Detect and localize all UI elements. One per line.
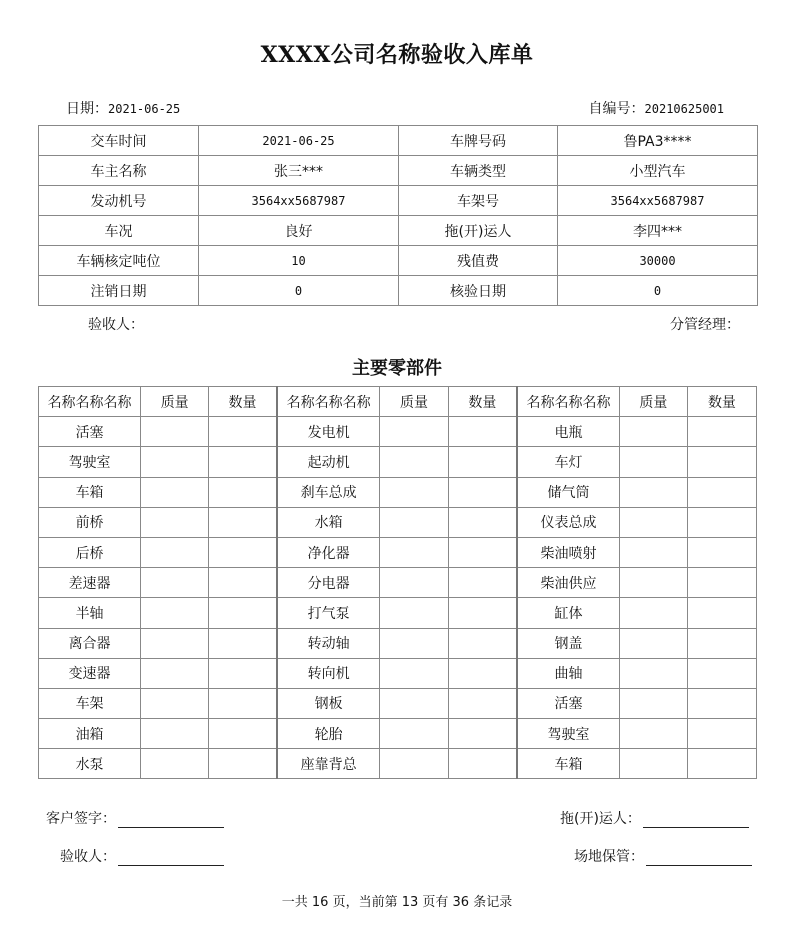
- part-quantity-cell[interactable]: [687, 749, 756, 779]
- info-value-cell: 3564xx5687987: [558, 186, 758, 216]
- serial-number-value: 20210625001: [644, 102, 724, 116]
- part-quantity-cell[interactable]: [448, 477, 517, 507]
- info-label-cell: 车辆核定吨位: [39, 246, 199, 276]
- parts-quality-header: 质量: [141, 387, 209, 417]
- part-name-cell: 钢板: [277, 688, 380, 718]
- info-value-cell: 鲁PA3****: [558, 126, 758, 156]
- part-quality-cell[interactable]: [141, 568, 209, 598]
- part-name-cell: 前桥: [39, 507, 141, 537]
- customer-sign-label: 客户签字：: [46, 811, 116, 827]
- info-value-cell: 30000: [558, 246, 758, 276]
- parts-row: [39, 749, 757, 779]
- part-quality-cell[interactable]: [380, 447, 448, 477]
- info-value-cell: 0: [199, 276, 399, 306]
- parts-row: [39, 417, 757, 447]
- parts-table: [38, 386, 757, 779]
- site-keeper-sign-line: [646, 852, 752, 866]
- part-quality-cell[interactable]: [141, 719, 209, 749]
- part-quantity-cell[interactable]: [687, 477, 756, 507]
- parts-name-header: 名称名称名称: [517, 387, 619, 417]
- part-quality-cell[interactable]: [619, 688, 687, 718]
- part-name-cell: 储气筒: [517, 477, 619, 507]
- part-quantity-cell[interactable]: [687, 598, 756, 628]
- parts-row: [39, 598, 757, 628]
- part-name-cell: 打气泵: [277, 598, 380, 628]
- part-quantity-cell[interactable]: [209, 628, 277, 658]
- info-value-cell: 良好: [199, 216, 399, 246]
- part-quantity-cell[interactable]: [687, 688, 756, 718]
- part-quantity-cell[interactable]: [687, 417, 756, 447]
- date-field: [66, 98, 180, 118]
- part-quality-cell[interactable]: [619, 658, 687, 688]
- part-name-cell: 车箱: [39, 477, 141, 507]
- part-quantity-cell[interactable]: [209, 568, 277, 598]
- part-name-cell: 活塞: [39, 417, 141, 447]
- part-name-cell: 差速器: [39, 568, 141, 598]
- part-quantity-cell[interactable]: [209, 688, 277, 718]
- part-name-cell: 后桥: [39, 537, 141, 567]
- info-row: [39, 276, 758, 306]
- parts-quantity-header: 数量: [209, 387, 277, 417]
- part-quantity-cell[interactable]: [448, 719, 517, 749]
- part-quantity-cell[interactable]: [448, 537, 517, 567]
- part-quantity-cell[interactable]: [209, 537, 277, 567]
- part-quality-cell[interactable]: [619, 507, 687, 537]
- part-quality-cell[interactable]: [141, 537, 209, 567]
- part-quantity-cell[interactable]: [209, 477, 277, 507]
- part-name-cell: 变速器: [39, 658, 141, 688]
- part-name-cell: 刹车总成: [277, 477, 380, 507]
- part-quality-cell[interactable]: [141, 598, 209, 628]
- date-label: 日期：: [66, 101, 108, 117]
- part-name-cell: 曲轴: [517, 658, 619, 688]
- parts-row: [39, 537, 757, 567]
- part-quantity-cell[interactable]: [687, 447, 756, 477]
- part-quantity-cell[interactable]: [209, 417, 277, 447]
- footer-receiver-sign-line: [118, 852, 224, 866]
- part-quantity-cell[interactable]: [209, 749, 277, 779]
- part-name-cell: 水泵: [39, 749, 141, 779]
- info-label-cell: 注销日期: [39, 276, 199, 306]
- tow-person-sign-line: [643, 814, 749, 828]
- part-quality-cell[interactable]: [619, 628, 687, 658]
- parts-quantity-header: 数量: [448, 387, 517, 417]
- footer-receiver-sign-label: 验收人：: [60, 849, 116, 865]
- part-quality-cell[interactable]: [380, 507, 448, 537]
- part-quality-cell[interactable]: [619, 417, 687, 447]
- part-quantity-cell[interactable]: [209, 719, 277, 749]
- customer-sign-field: [46, 808, 224, 828]
- part-quantity-cell[interactable]: [687, 658, 756, 688]
- part-name-cell: 水箱: [277, 507, 380, 537]
- part-name-cell: 起动机: [277, 447, 380, 477]
- parts-row: [39, 628, 757, 658]
- part-quantity-cell[interactable]: [687, 507, 756, 537]
- receiver-sign-field: 验收人：: [88, 317, 144, 333]
- info-label-cell: 车况: [39, 216, 199, 246]
- part-name-cell: 车箱: [517, 749, 619, 779]
- parts-row: [39, 658, 757, 688]
- part-quantity-cell[interactable]: [448, 628, 517, 658]
- part-quantity-cell[interactable]: [687, 719, 756, 749]
- part-quantity-cell[interactable]: [448, 417, 517, 447]
- part-quality-cell[interactable]: [380, 719, 448, 749]
- part-quality-cell[interactable]: [619, 719, 687, 749]
- part-quality-cell[interactable]: [380, 628, 448, 658]
- part-quality-cell[interactable]: [619, 447, 687, 477]
- site-keeper-sign-field: [574, 846, 752, 866]
- part-quantity-cell[interactable]: [687, 537, 756, 567]
- part-quality-cell[interactable]: [619, 568, 687, 598]
- info-label-cell: 交车时间: [39, 126, 199, 156]
- part-name-cell: 活塞: [517, 688, 619, 718]
- part-name-cell: 电瓶: [517, 417, 619, 447]
- part-quality-cell[interactable]: [380, 658, 448, 688]
- tow-person-sign-label: 拖(开)运人：: [560, 811, 641, 827]
- part-name-cell: 柴油供应: [517, 568, 619, 598]
- part-quality-cell[interactable]: [619, 537, 687, 567]
- parts-row: [39, 568, 757, 598]
- part-name-cell: 轮胎: [277, 719, 380, 749]
- site-keeper-sign-label: 场地保管：: [574, 849, 644, 865]
- part-name-cell: 转向机: [277, 658, 380, 688]
- info-label-cell: 发动机号: [39, 186, 199, 216]
- info-value-cell: 小型汽车: [558, 156, 758, 186]
- parts-row: [39, 688, 757, 718]
- part-quantity-cell[interactable]: [687, 568, 756, 598]
- part-quality-cell[interactable]: [141, 447, 209, 477]
- info-label-cell: 核验日期: [399, 276, 558, 306]
- footer-receiver-sign-field: [60, 846, 224, 866]
- vehicle-info-table: [38, 125, 758, 306]
- part-quality-cell[interactable]: [141, 477, 209, 507]
- part-name-cell: 发电机: [277, 417, 380, 447]
- parts-section-title: 主要零部件: [352, 358, 442, 379]
- part-quantity-cell[interactable]: [448, 447, 517, 477]
- part-quantity-cell[interactable]: [209, 447, 277, 477]
- manager-sign-field: 分管经理：: [670, 317, 740, 333]
- parts-row: [39, 507, 757, 537]
- parts-row: [39, 477, 757, 507]
- info-value-cell: 3564xx5687987: [199, 186, 399, 216]
- part-quality-cell[interactable]: [141, 507, 209, 537]
- part-quantity-cell[interactable]: [448, 507, 517, 537]
- info-row: [39, 126, 758, 156]
- part-quality-cell[interactable]: [141, 658, 209, 688]
- part-name-cell: 驾驶室: [39, 447, 141, 477]
- part-quality-cell[interactable]: [619, 598, 687, 628]
- part-quality-cell[interactable]: [141, 749, 209, 779]
- part-quantity-cell[interactable]: [448, 658, 517, 688]
- info-value-cell: 2021-06-25: [199, 126, 399, 156]
- part-name-cell: 转动轴: [277, 628, 380, 658]
- parts-row: [39, 719, 757, 749]
- info-value-cell: 0: [558, 276, 758, 306]
- info-label-cell: 残值费: [399, 246, 558, 276]
- part-quantity-cell[interactable]: [448, 749, 517, 779]
- part-quality-cell[interactable]: [619, 477, 687, 507]
- part-quality-cell[interactable]: [380, 537, 448, 567]
- part-quality-cell[interactable]: [380, 598, 448, 628]
- info-row: [39, 216, 758, 246]
- part-quality-cell[interactable]: [380, 417, 448, 447]
- part-quantity-cell[interactable]: [687, 628, 756, 658]
- part-quantity-cell[interactable]: [209, 598, 277, 628]
- part-name-cell: 钢盖: [517, 628, 619, 658]
- document-title: XXXX公司名称验收入库单: [260, 42, 534, 68]
- info-label-cell: 车主名称: [39, 156, 199, 186]
- info-row: [39, 156, 758, 186]
- part-quality-cell[interactable]: [141, 628, 209, 658]
- customer-sign-line: [118, 814, 224, 828]
- info-row: [39, 186, 758, 216]
- part-quality-cell[interactable]: [380, 749, 448, 779]
- parts-row: [39, 447, 757, 477]
- part-name-cell: 半轴: [39, 598, 141, 628]
- part-name-cell: 分电器: [277, 568, 380, 598]
- part-name-cell: 油箱: [39, 719, 141, 749]
- parts-name-header: 名称名称名称: [277, 387, 380, 417]
- info-label-cell: 拖(开)运人: [399, 216, 558, 246]
- tow-person-sign-field: [560, 808, 749, 828]
- info-value-cell: 李四***: [558, 216, 758, 246]
- part-quality-cell[interactable]: [380, 568, 448, 598]
- part-name-cell: 车架: [39, 688, 141, 718]
- part-quantity-cell[interactable]: [209, 658, 277, 688]
- part-quantity-cell[interactable]: [448, 688, 517, 718]
- serial-number-field: [589, 98, 724, 118]
- parts-name-header: 名称名称名称: [39, 387, 141, 417]
- parts-quality-header: 质量: [380, 387, 448, 417]
- part-quality-cell[interactable]: [380, 477, 448, 507]
- info-label-cell: 车架号: [399, 186, 558, 216]
- info-value-cell: 张三***: [199, 156, 399, 186]
- part-quality-cell[interactable]: [380, 688, 448, 718]
- part-quality-cell[interactable]: [619, 749, 687, 779]
- date-value: 2021-06-25: [108, 102, 181, 116]
- pagination-info: 一共 16 页，当前第 13 页有 36 条记录: [281, 895, 513, 910]
- part-quantity-cell[interactable]: [448, 568, 517, 598]
- part-name-cell: 仪表总成: [517, 507, 619, 537]
- part-name-cell: 座靠背总: [277, 749, 380, 779]
- part-quality-cell[interactable]: [141, 417, 209, 447]
- info-row: [39, 246, 758, 276]
- info-label-cell: 车牌号码: [399, 126, 558, 156]
- parts-quantity-header: 数量: [687, 387, 756, 417]
- part-quantity-cell[interactable]: [209, 507, 277, 537]
- part-name-cell: 柴油喷射: [517, 537, 619, 567]
- part-quality-cell[interactable]: [141, 688, 209, 718]
- part-name-cell: 驾驶室: [517, 719, 619, 749]
- part-name-cell: 车灯: [517, 447, 619, 477]
- part-name-cell: 缸体: [517, 598, 619, 628]
- parts-quality-header: 质量: [619, 387, 687, 417]
- part-name-cell: 离合器: [39, 628, 141, 658]
- part-quantity-cell[interactable]: [448, 598, 517, 628]
- info-value-cell: 10: [199, 246, 399, 276]
- serial-number-label: 自编号：: [588, 101, 645, 117]
- part-name-cell: 净化器: [277, 537, 380, 567]
- info-label-cell: 车辆类型: [399, 156, 558, 186]
